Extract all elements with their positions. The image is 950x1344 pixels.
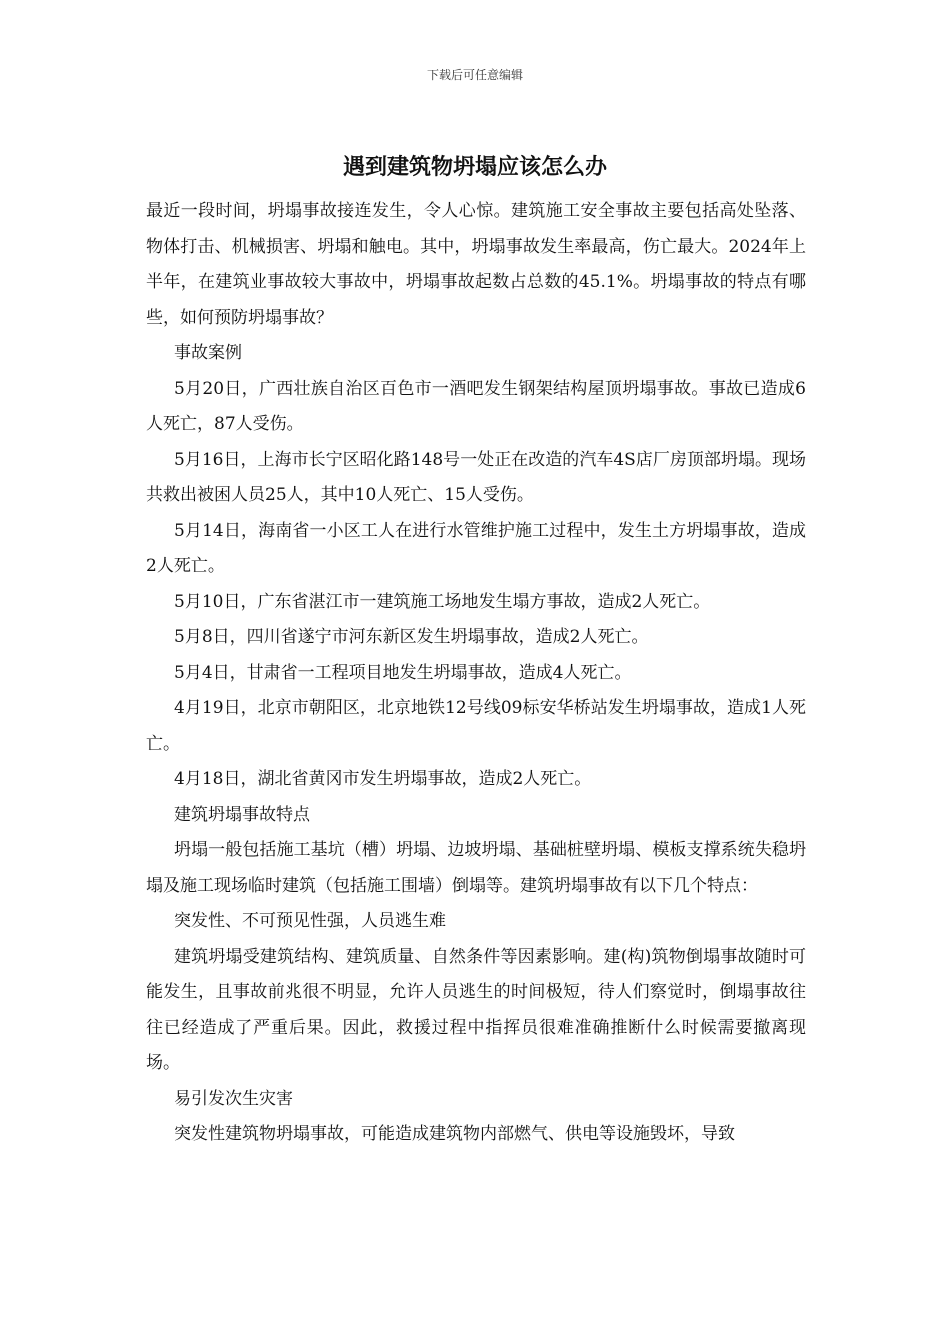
section-heading-features: 建筑坍塌事故特点 <box>174 804 310 825</box>
paragraph: 5月4日，甘肃省一工程项目地发生坍塌事故，造成4人死亡。 <box>174 662 632 683</box>
page-header-note: 下载后可任意编辑 <box>426 68 523 82</box>
paragraph: 4月18日，湖北省黄冈市发生坍塌事故，造成2人死亡。 <box>174 769 592 789</box>
subheading-secondary-disasters: 易引发次生灾害 <box>174 1088 293 1109</box>
section-heading-accident-cases: 事故案例 <box>174 343 242 363</box>
paragraph: 5月14日，海南省一小区工人在进行水管维护施工过程中，发生土方坍塌事故，造成2人死亡。 <box>146 520 806 576</box>
document-title: 遇到建筑物坍塌应该怎么办 <box>342 154 607 180</box>
paragraph: 坍塌一般包括施工基坑（槽）坍塌、边坡坍塌、基础桩壁坍塌、模板支撑系统失稳坍塌及施工现场临时建筑（包括施工围墙）倒塌等。建筑坍塌事故有以下几个特点： <box>146 840 806 896</box>
paragraph: 5月20日，广西壮族自治区百色市一酒吧发生钢架结构屋顶坍塌事故。事故已造成6人死亡，87人受伤。 <box>146 378 806 434</box>
paragraph: 5月10日，广东省湛江市一建筑施工场地发生塌方事故，造成2人死亡。 <box>174 591 711 612</box>
paragraph: 最近一段时间，坍塌事故接连发生，令人心惊。建筑施工安全事故主要包括高处坠落、物体打击、机械损害、坍塌和触电。其中，坍塌事故发生率最高，伤亡最大。2024年上半年，在建筑业事故较大事故中，坍塌事故起数占总数的45.1%。坍塌事故的特点有哪些，如何预防坍塌事故？ <box>146 201 806 328</box>
document-body <box>146 194 806 1153</box>
paragraph: 突发性建筑物坍塌事故，可能造成建筑物内部燃气、供电等设施毁坏，导致 <box>174 1124 735 1144</box>
paragraph: 建筑坍塌受建筑结构、建筑质量、自然条件等因素影响。建(构)筑物倒塌事故随时可能发生，且事故前兆很不明显，允许人员逃生的时间极短，待人们察觉时，倒塌事故往往已经造成了严重后果。因此，救援过程中指挥员很难准确推断什么时候需要撤离现场。 <box>146 946 806 1073</box>
paragraph: 5月8日，四川省遂宁市河东新区发生坍塌事故，造成2人死亡。 <box>174 627 649 647</box>
paragraph: 4月19日，北京市朝阳区，北京地铁12号线09标安华桥站发生坍塌事故，造成1人死亡。 <box>146 698 806 754</box>
subheading-suddenness: 突发性、不可预见性强，人员逃生难 <box>174 911 446 931</box>
paragraph: 5月16日，上海市长宁区昭化路148号一处正在改造的汽车4S店厂房顶部坍塌。现场共救出被困人员25人，其中10人死亡、15人受伤。 <box>146 449 806 505</box>
